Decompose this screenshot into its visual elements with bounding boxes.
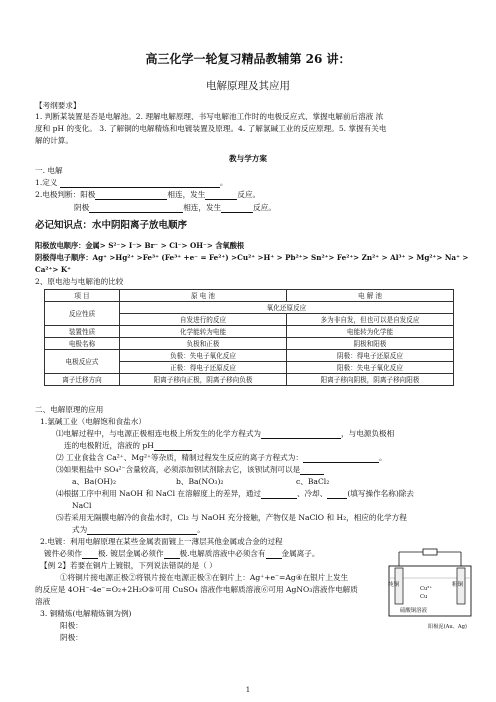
question-3: ⑶如果粗盐中 SO₄²⁻含量较高，必须添加钡试剂除去它，该钡试剂可以是 (56, 465, 324, 475)
exam-requirements-line: 度和 pH 的变化。 3. 了解铜的电解精炼和电镀装置及原理。4. 了解氯碱工业的反应原理。5. 掌握有关电 (35, 124, 387, 133)
example-statements-cont: 的反应是 4OH⁻-4e⁻=O₂+2H₂O⑤可用 CuSO₄ 溶液作电解质溶液⑥可用 AgNO₃溶液作电解质 (35, 585, 358, 594)
question-4: ⑷根据工序中利用 NaOH 和 NaCl 在溶解度上的差异，通过 、冷却、 (填写操作名称)除去 (56, 489, 415, 498)
table-cell: 负极：失电子氧化反应 (120, 350, 287, 362)
table-cell: 电极反应式 (45, 350, 120, 374)
option-a: a、Ba(OH)₂ (72, 477, 117, 486)
section1-heading: 一. 电解 (35, 166, 63, 175)
question-5: ⑸若采用无隔膜电解冷的食盐水时，Cl₂ 与 NaOH 充分接触，产物仅是 NaClO 和 H₂，相应的化学方程 (56, 513, 407, 522)
must-know-heading: 必记知识点：水中阴阳离子放电顺序 (35, 220, 188, 231)
chlor-alkali-heading: 1.氯碱工业（电解饱和食盐水） (40, 417, 146, 426)
anode-blank[interactable] (95, 191, 167, 200)
exam-requirements-heading: 【考纲要求】 (35, 101, 81, 110)
table-cell: 阳离子移向阴极，阴离子移向阳极 (287, 374, 454, 386)
cu2-label: Cu²⁺ (420, 586, 433, 592)
table-cell: 阴极：得电子还原反应 (287, 350, 454, 362)
table-cell: 电能转为化学能 (287, 326, 454, 338)
definition-label: 1.定义 (35, 178, 58, 187)
answer-blank[interactable] (164, 550, 180, 559)
anode-discharge-order: 阳极放电顺序：金属> S²⁻> I⁻> Br⁻ > Cl⁻> OH⁻> 含氧酸根 (35, 241, 245, 250)
crude-copper-label: 粗铜 (452, 582, 464, 588)
answer-blank[interactable] (327, 490, 347, 499)
cathode-blank[interactable] (89, 204, 183, 213)
page-title: 高三化学一轮复习精品教辅第 26 讲： (145, 52, 351, 66)
question-5-cont: 式为 。 (72, 525, 205, 534)
table-row (45, 374, 454, 386)
table-row (45, 302, 454, 314)
refine-heading: 3. 铜精炼(电解精炼铜为例) (40, 609, 132, 618)
option-c: c、BaCl₂ (296, 477, 330, 486)
answer-blank[interactable] (300, 466, 324, 475)
anode-mud-label: 阳极泥(Au、Ag) (428, 624, 467, 630)
anode-reaction-blank[interactable] (205, 191, 237, 200)
table-cell: 阳离子移向正极，阴离子移向负极 (120, 374, 287, 386)
example-statements: ①将铜片接电源正极②将银片接在电源正极③在铜片上：Ag⁺+e⁻=Ag④在银片上发生 (60, 573, 349, 582)
table-row (45, 350, 454, 362)
plan-heading: 教与学方案 (229, 154, 267, 163)
page-number: 1 (245, 686, 251, 694)
compare-heading: 2、原电池与电解池的比较 (35, 277, 124, 286)
table-header: 项 目 (45, 290, 120, 302)
question-2: ⑵ 工业食盐含 Ca²⁺、Mg²⁺等杂质，精制过程发生反应的离子方程式为： 。 (56, 453, 387, 462)
cathode-reaction-blank[interactable] (221, 204, 253, 213)
table-cell: 离子迁移方向 (45, 374, 120, 386)
plating-line: 镀件必须作 极. 镀层金属必须作 极.电解质溶液中必须含有 金属离子。 (44, 549, 320, 558)
definition-blank[interactable] (60, 179, 220, 188)
plating-heading: 2.电镀：利用电解原理在某些金属表面镀上一薄层其他金属或合金的过程 (40, 537, 283, 546)
answer-blank[interactable] (266, 550, 282, 559)
table-cell: 阴极和阳极 (287, 338, 454, 350)
example-question: 【例 2】若要在铜片上镀银，下列说法错误的是（ ） (40, 561, 217, 570)
exam-requirements-line: 1. 判断某装置是否是电解池。2. 理解电解原理、书写电解池工作时的电极反应式、掌握电解前后溶液 浓 (35, 112, 384, 121)
page-subtitle: 电解原理及其应用 (206, 80, 290, 92)
pure-copper-label: 纯铜 (388, 582, 400, 588)
cu-label: Cu (420, 594, 428, 600)
answer-blank[interactable] (261, 490, 297, 499)
answer-blank[interactable] (261, 430, 341, 439)
cathode-label: 阴极： (60, 633, 83, 642)
question-1-cont: 连的电极附近，溶液的 pH (64, 441, 192, 451)
question-4-cont: NaCl (72, 501, 92, 510)
comparison-table (44, 289, 454, 386)
table-row (45, 338, 454, 350)
table-cell: 反应性质 (45, 302, 120, 326)
table-cell: 化学能转为电能 (120, 326, 287, 338)
table-row (45, 326, 454, 338)
table-cell: 电极名称 (45, 338, 120, 350)
solution-label: 硫酸铜溶液 (400, 608, 427, 614)
table-header: 电 解 池 (287, 290, 454, 302)
cathode-discharge-order-cont: Ca²⁺> K⁺ (35, 265, 71, 274)
anode-label: 阳极： (60, 621, 83, 630)
answer-blank[interactable] (154, 442, 192, 451)
option-b: b、Ba(NO₃)₂ (176, 477, 224, 486)
table-cell: 装置性质 (45, 326, 120, 338)
section2-heading: 二、电解原理的应用 (35, 405, 104, 414)
cathode-judge-line: 阴极 相连，发生 反应。 (74, 203, 276, 212)
table-cell: 负极和正极 (120, 338, 287, 350)
anode-judge-line: 2.电极判断：阳极 相连，发生 反应。 (35, 190, 261, 199)
exam-requirements-line: 解的计算。 (35, 136, 73, 145)
definition-line: 1.定义 。 (35, 178, 228, 187)
answer-blank[interactable] (82, 550, 98, 559)
table-cell: 多为非自发，但也可以是自发反应 (287, 314, 454, 326)
table-row (45, 290, 454, 302)
answer-blank[interactable] (87, 526, 197, 535)
table-cell: 阳极：失电子氧化反应 (287, 362, 454, 374)
table-cell: 正极：得电子还原反应 (120, 362, 287, 374)
table-cell: 氧化还原反应 (120, 302, 454, 314)
example-statements-end: 溶液 (35, 597, 51, 606)
table-header: 原 电 池 (120, 290, 287, 302)
cathode-discharge-order: 阴极得电子顺序：Ag⁺ >Hg²⁺ >Fe³⁺ (Fe³⁺ +e⁻ = Fe²⁺) >Cu²⁺ >H⁺ > Pb²⁺> Sn²⁺> Fe²⁺> Zn²⁺ > Al³⁺ > Mg²⁺> Na⁺ > (35, 253, 469, 262)
question-1: ⑴电解过程中，与电源正极相连电极上所发生的化学方程式为 ，与电源负极相 (56, 429, 395, 438)
table-cell: 自发进行的反应 (120, 314, 287, 326)
answer-blank[interactable] (303, 454, 379, 463)
